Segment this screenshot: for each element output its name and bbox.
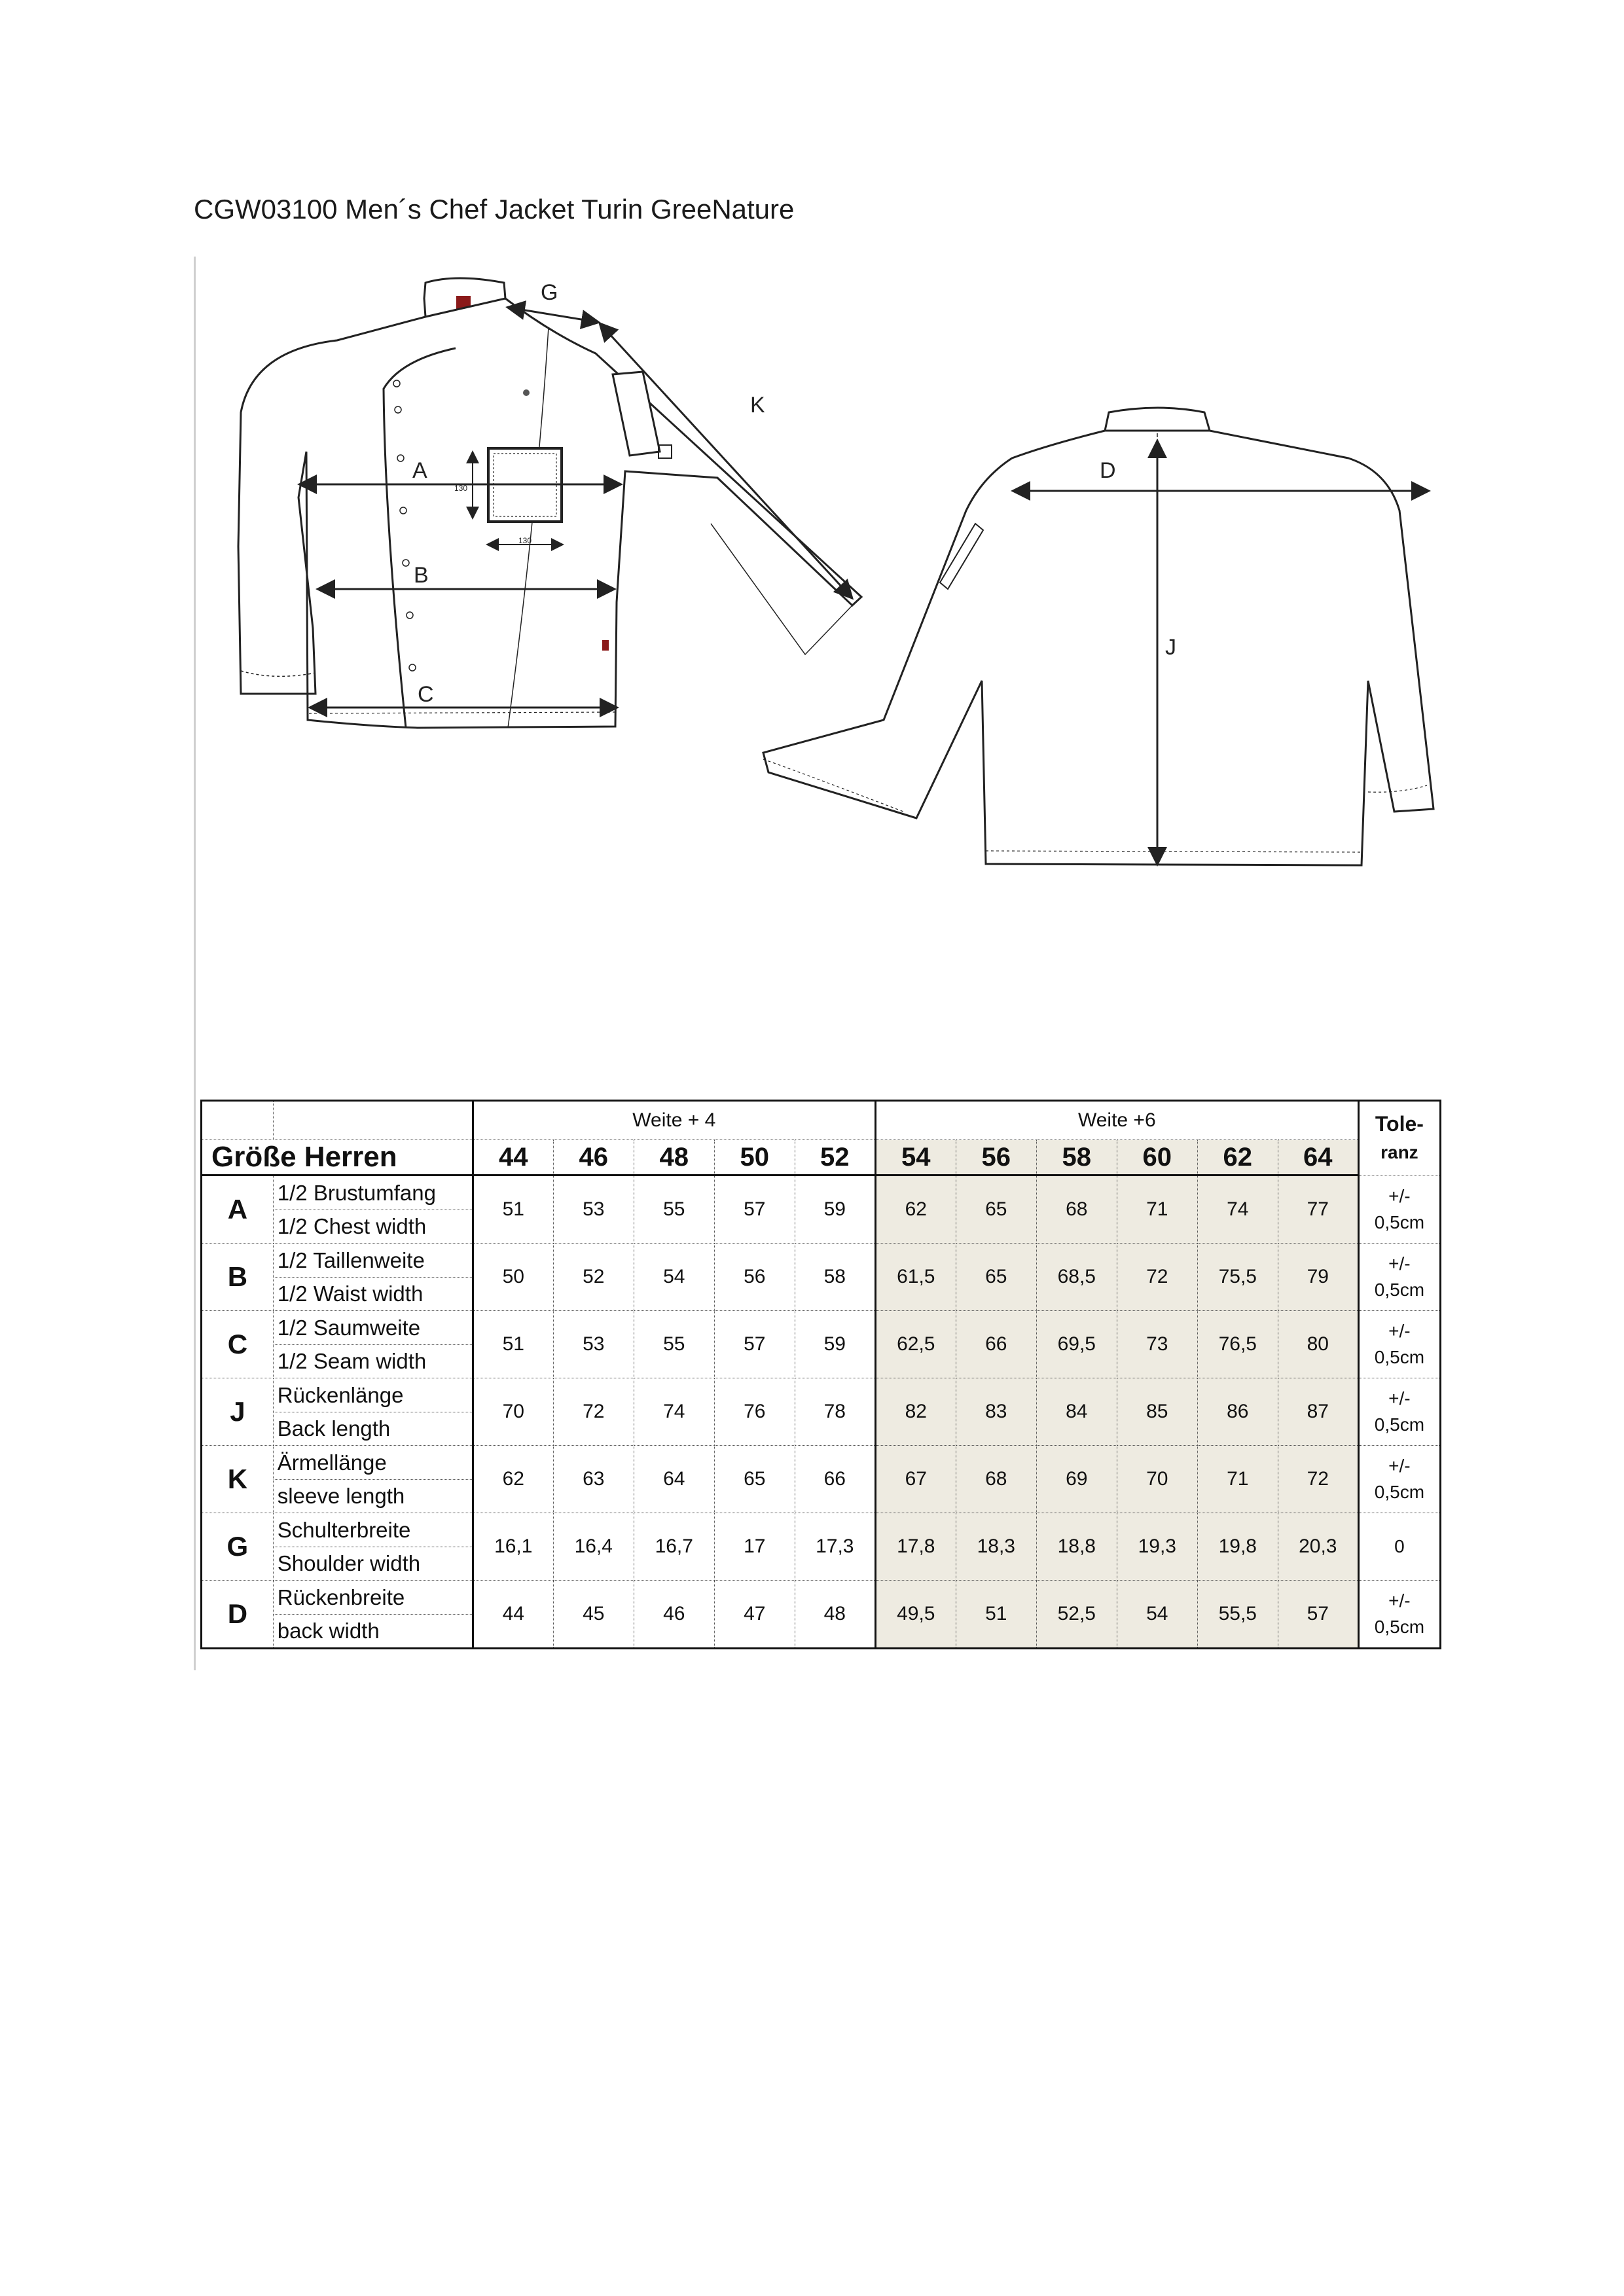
- value-cell: 52,5: [1036, 1581, 1117, 1649]
- tolerance-cell: +/- 0,5cm: [1358, 1378, 1440, 1446]
- value-cell: 84: [1036, 1378, 1117, 1446]
- value-cell: 76,5: [1197, 1311, 1278, 1378]
- value-cell: 51: [473, 1175, 553, 1244]
- value-cell: 51: [956, 1581, 1036, 1649]
- value-cell: 55: [634, 1175, 714, 1244]
- row-label-de: 1/2 Taillenweite: [274, 1244, 472, 1278]
- weite4-header: Weite + 4: [473, 1101, 875, 1140]
- value-cell: 18,8: [1036, 1513, 1117, 1581]
- value-cell: 79: [1278, 1244, 1358, 1311]
- group-header-row: [202, 1101, 1441, 1140]
- pocket-height-label: 130: [454, 484, 468, 493]
- table-row: [202, 1244, 1441, 1311]
- value-cell: 44: [473, 1581, 553, 1649]
- size-cell: 44: [473, 1140, 553, 1175]
- row-description: [273, 1244, 473, 1311]
- value-cell: 68: [956, 1446, 1036, 1513]
- row-label-en: 1/2 Seam width: [277, 1348, 427, 1373]
- value-cell: 61,5: [875, 1244, 956, 1311]
- value-cell: 69,5: [1036, 1311, 1117, 1378]
- value-cell: 86: [1197, 1378, 1278, 1446]
- table-row: [202, 1446, 1441, 1513]
- tolerance-cell: +/- 0,5cm: [1358, 1581, 1440, 1649]
- label-c: C: [418, 682, 434, 707]
- front-view: [238, 278, 861, 728]
- label-a: A: [412, 458, 427, 483]
- jacket-technical-drawing: [196, 262, 1453, 916]
- value-cell: 75,5: [1197, 1244, 1278, 1311]
- value-cell: 69: [1036, 1446, 1117, 1513]
- page-title: CGW03100 Men´s Chef Jacket Turin GreeNature: [194, 194, 795, 224]
- value-cell: 50: [473, 1244, 553, 1311]
- value-cell: 72: [553, 1378, 634, 1446]
- value-cell: 66: [956, 1311, 1036, 1378]
- value-cell: 74: [1197, 1175, 1278, 1244]
- value-cell: 74: [634, 1378, 714, 1446]
- row-label-en: 1/2 Waist width: [277, 1281, 424, 1306]
- value-cell: 51: [473, 1311, 553, 1378]
- size-header-row: [202, 1140, 1441, 1175]
- value-cell: 54: [1117, 1581, 1197, 1649]
- value-cell: 70: [1117, 1446, 1197, 1513]
- value-cell: 52: [553, 1244, 634, 1311]
- value-cell: 82: [875, 1378, 956, 1446]
- size-cell: 56: [956, 1140, 1036, 1175]
- value-cell: 16,4: [553, 1513, 634, 1581]
- label-b: B: [414, 563, 429, 588]
- value-cell: 55: [634, 1311, 714, 1378]
- value-cell: 83: [956, 1378, 1036, 1446]
- row-label-en: Back length: [277, 1416, 391, 1441]
- table-row: [202, 1513, 1441, 1581]
- value-cell: 62,5: [875, 1311, 956, 1378]
- value-cell: 56: [714, 1244, 795, 1311]
- value-cell: 57: [1278, 1581, 1358, 1649]
- row-label-de: Ärmellänge: [274, 1446, 472, 1480]
- size-cell: 58: [1036, 1140, 1117, 1175]
- size-label-header: Größe Herren: [202, 1140, 473, 1175]
- table-row: [202, 1378, 1441, 1446]
- table-row: [202, 1581, 1441, 1649]
- row-letter: D: [202, 1581, 274, 1649]
- row-description: [273, 1513, 473, 1581]
- value-cell: 62: [875, 1175, 956, 1244]
- value-cell: 68,5: [1036, 1244, 1117, 1311]
- value-cell: 17,8: [875, 1513, 956, 1581]
- size-chart-table: [200, 1100, 1441, 1649]
- row-label-de: Rückenlänge: [274, 1379, 472, 1412]
- tolerance-cell: +/- 0,5cm: [1358, 1244, 1440, 1311]
- value-cell: 49,5: [875, 1581, 956, 1649]
- pocket-width-label: 130: [518, 536, 532, 545]
- tolerance-cell: +/- 0,5cm: [1358, 1175, 1440, 1244]
- row-letter: G: [202, 1513, 274, 1581]
- row-description: [273, 1175, 473, 1244]
- value-cell: 59: [795, 1175, 875, 1244]
- label-j: J: [1165, 635, 1176, 660]
- value-cell: 55,5: [1197, 1581, 1278, 1649]
- row-letter: B: [202, 1244, 274, 1311]
- label-k: K: [750, 393, 765, 418]
- value-cell: 71: [1197, 1446, 1278, 1513]
- value-cell: 72: [1278, 1446, 1358, 1513]
- value-cell: 62: [473, 1446, 553, 1513]
- size-cell: 62: [1197, 1140, 1278, 1175]
- value-cell: 64: [634, 1446, 714, 1513]
- value-cell: 17: [714, 1513, 795, 1581]
- label-d: D: [1100, 458, 1116, 483]
- size-cell: 50: [714, 1140, 795, 1175]
- row-label-en: Shoulder width: [277, 1551, 421, 1575]
- weite6-header: Weite +6: [875, 1101, 1358, 1140]
- value-cell: 65: [956, 1175, 1036, 1244]
- value-cell: 70: [473, 1378, 553, 1446]
- value-cell: 72: [1117, 1244, 1197, 1311]
- value-cell: 63: [553, 1446, 634, 1513]
- size-cell: 48: [634, 1140, 714, 1175]
- row-description: [273, 1378, 473, 1446]
- row-description: [273, 1311, 473, 1378]
- tolerance-header: Tole- ranz: [1358, 1101, 1440, 1175]
- value-cell: 85: [1117, 1378, 1197, 1446]
- row-label-de: Schulterbreite: [274, 1514, 472, 1547]
- row-letter: J: [202, 1378, 274, 1446]
- value-cell: 73: [1117, 1311, 1197, 1378]
- value-cell: 18,3: [956, 1513, 1036, 1581]
- value-cell: 20,3: [1278, 1513, 1358, 1581]
- value-cell: 77: [1278, 1175, 1358, 1244]
- value-cell: 71: [1117, 1175, 1197, 1244]
- value-cell: 87: [1278, 1378, 1358, 1446]
- row-description: [273, 1446, 473, 1513]
- row-label-en: 1/2 Chest width: [277, 1213, 427, 1238]
- tolerance-cell: +/- 0,5cm: [1358, 1446, 1440, 1513]
- value-cell: 45: [553, 1581, 634, 1649]
- value-cell: 65: [956, 1244, 1036, 1311]
- value-cell: 16,1: [473, 1513, 553, 1581]
- value-cell: 57: [714, 1175, 795, 1244]
- value-cell: 54: [634, 1244, 714, 1311]
- value-cell: 59: [795, 1311, 875, 1378]
- back-view: [763, 408, 1434, 865]
- value-cell: 17,3: [795, 1513, 875, 1581]
- table-row: [202, 1311, 1441, 1378]
- value-cell: 76: [714, 1378, 795, 1446]
- row-label-en: sleeve length: [277, 1483, 405, 1508]
- size-cell: 60: [1117, 1140, 1197, 1175]
- label-g: G: [541, 280, 558, 305]
- left-margin-rule: [194, 257, 196, 1670]
- size-cell: 46: [553, 1140, 634, 1175]
- row-label-de: 1/2 Saumweite: [274, 1312, 472, 1345]
- value-cell: 58: [795, 1244, 875, 1311]
- row-label-de: Rückenbreite: [274, 1581, 472, 1615]
- size-cell: 64: [1278, 1140, 1358, 1175]
- value-cell: 68: [1036, 1175, 1117, 1244]
- row-letter: C: [202, 1311, 274, 1378]
- value-cell: 19,3: [1117, 1513, 1197, 1581]
- tolerance-cell: +/- 0,5cm: [1358, 1311, 1440, 1378]
- value-cell: 16,7: [634, 1513, 714, 1581]
- tolerance-cell: 0: [1358, 1513, 1440, 1581]
- value-cell: 57: [714, 1311, 795, 1378]
- row-label-de: 1/2 Brustumfang: [274, 1177, 472, 1210]
- row-letter: A: [202, 1175, 274, 1244]
- table-row: [202, 1175, 1441, 1244]
- row-letter: K: [202, 1446, 274, 1513]
- value-cell: 66: [795, 1446, 875, 1513]
- size-cell: 54: [875, 1140, 956, 1175]
- value-cell: 48: [795, 1581, 875, 1649]
- value-cell: 53: [553, 1311, 634, 1378]
- value-cell: 46: [634, 1581, 714, 1649]
- value-cell: 53: [553, 1175, 634, 1244]
- value-cell: 78: [795, 1378, 875, 1446]
- row-label-en: back width: [277, 1618, 380, 1643]
- value-cell: 65: [714, 1446, 795, 1513]
- value-cell: 47: [714, 1581, 795, 1649]
- value-cell: 80: [1278, 1311, 1358, 1378]
- value-cell: 19,8: [1197, 1513, 1278, 1581]
- size-cell: 52: [795, 1140, 875, 1175]
- value-cell: 67: [875, 1446, 956, 1513]
- row-description: [273, 1581, 473, 1649]
